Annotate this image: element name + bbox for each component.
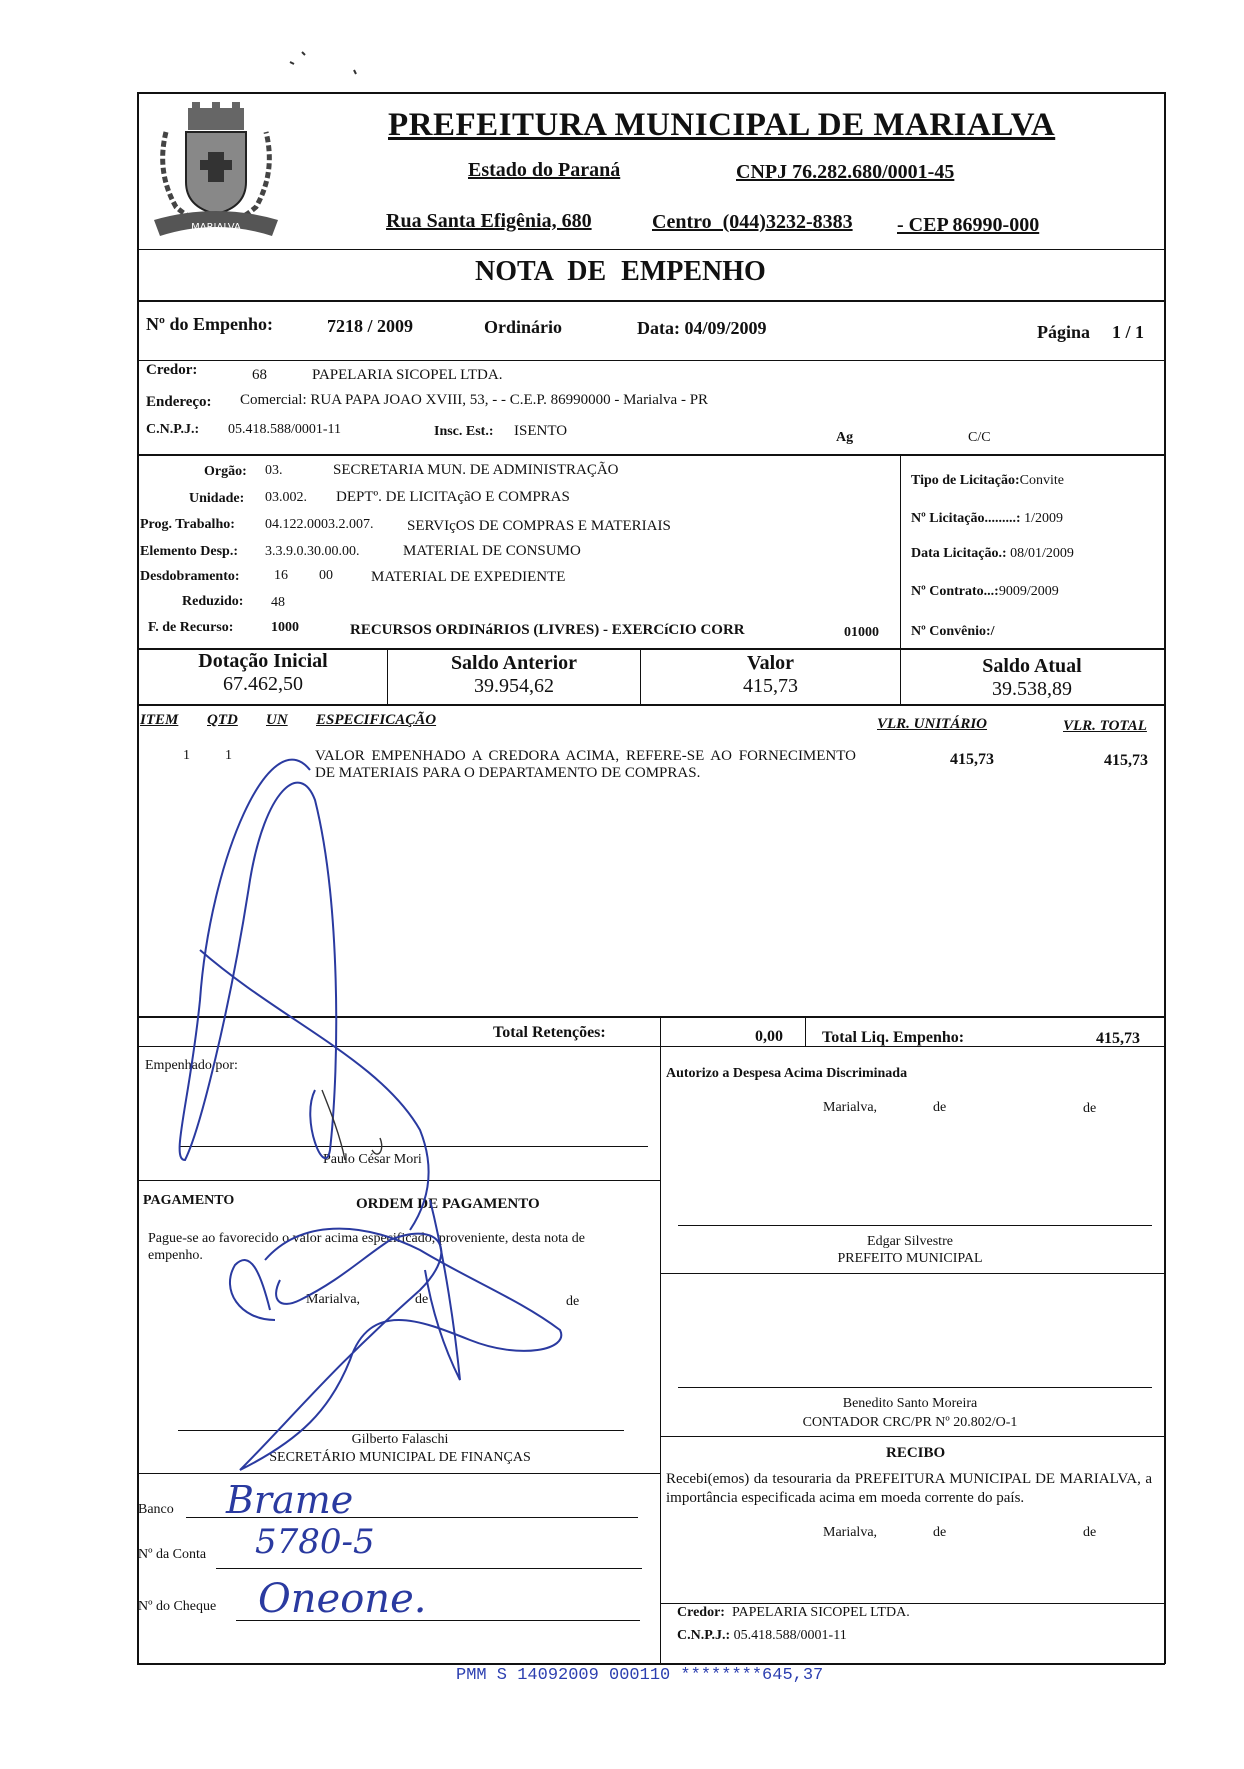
col-qtd: QTD [207,712,238,728]
num-convenio: Nº Convênio:/ [911,624,995,639]
recibo-city: Marialva, [823,1525,878,1540]
prog-label: Prog. Trabalho: [140,517,235,532]
balance-saldo-anterior: Saldo Anterior 39.954,62 [450,652,578,697]
autorizo-title: Autorizo a Despesa Acima Discriminada [666,1066,908,1081]
recibo-credor: Credor: PAPELARIA SICOPEL LTDA. [677,1605,910,1620]
autorizo-city: Marialva, [823,1100,878,1115]
item-qty: 1 [225,748,232,763]
svg-text:MARIALVA: MARIALVA [191,222,241,233]
pagamento-de-2: de [566,1294,580,1309]
cheque-label: Nº do Cheque [138,1599,217,1614]
desdobramento-sub: 00 [319,568,333,583]
cnpj-label: C.N.P.J.: [146,422,200,437]
street-address: Rua Santa Efigênia, 680 [386,210,592,232]
recibo-cnpj: C.N.P.J.: 05.418.588/0001-11 [677,1628,847,1643]
desdobramento-label: Desdobramento: [140,569,240,584]
address-label: Endereço: [146,394,212,410]
unidade-code: 03.002. [265,490,307,505]
recibo-text: Recebi(emos) da tesouraria da PREFEITURA MUNICIPAL DE MARIALVA, a importância especificada acima em moeda corrente do país. [666,1471,1152,1506]
item-number: 1 [183,748,190,763]
prog-code: 04.122.0003.2.007. [265,517,374,532]
desdobramento-desc: MATERIAL DE EXPEDIENTE [371,569,566,585]
empenho-number-label: Nº do Empenho: [146,314,273,334]
org-cnpj: CNPJ 76.282.680/0001-45 [736,161,955,183]
col-un: UN [266,712,288,728]
empenho-number: 7218 / 2009 [327,316,414,336]
recibo-title: RECIBO [886,1445,946,1461]
retencoes-label: Total Retenções: [493,1024,606,1041]
conta-label: Nº da Conta [138,1547,207,1562]
insc-value: ISENTO [514,423,568,439]
unidade-desc: DEPTº. DE LICITAçãO E COMPRAS [336,489,570,505]
orgao-code: 03. [265,463,283,478]
signature-stroke-8 [290,52,356,74]
reduzido-label: Reduzido: [182,594,244,609]
credor-label: Credor: [146,362,198,378]
page-number: 1 / 1 [1112,322,1145,342]
insc-label: Insc. Est.: [434,424,494,439]
liquido-value: 415,73 [1096,1030,1140,1047]
empenho-type: Ordinário [484,317,563,337]
postal-code: - CEP 86990-000 [897,214,1040,236]
balance-dotacao: Dotação Inicial 67.462,50 [198,650,328,695]
col-total-value: VLR. TOTAL [1063,718,1147,734]
payment-stamp: PMM S 14092009 000110 ********645,37 [456,1666,824,1685]
empenhado-name: Paulo César Mori [323,1152,422,1167]
fonte-code: 1000 [271,620,299,635]
ordem-pagamento-title: ORDEM DE PAGAMENTO [356,1196,540,1212]
autorizo-de-1: de [933,1100,947,1115]
reduzido-value: 48 [271,595,285,610]
balance-saldo-atual: Saldo Atual 39.538,89 [982,655,1082,700]
balance-valor: Valor 415,73 [743,652,798,697]
document-title: NOTA DE EMPENHO [475,256,766,287]
coat-of-arms [146,102,286,247]
cheque-value: Oneone. [258,1576,427,1622]
agency-label: Ag [836,430,854,445]
prefeito-signature-block: Edgar Silvestre PREFEITO MUNICIPAL [837,1234,983,1266]
fonte-label: F. de Recurso: [148,620,234,635]
col-spec: ESPECIFICAÇÃO [316,712,437,728]
financas-signature-block: Gilberto Falaschi SECRETÁRIO MUNICIPAL DE FINANÇAS [269,1432,531,1465]
orgao-label: Orgão: [204,464,247,479]
credor-name: PAPELARIA SICOPEL LTDA. [312,367,503,383]
page-label: Página [1037,322,1091,342]
item-spec: VALOR EMPENHADO A CREDORA ACIMA, REFERE-SE AO FORNECIMENTO DE MATERIAIS PARA O DEPARTAMENTO DE COMPRAS. [315,748,856,781]
data-licitacao: Data Licitação.: 08/01/2009 [911,546,1074,561]
conta-value: 5780-5 [255,1522,375,1562]
elemento-label: Elemento Desp.: [140,544,238,559]
autorizo-de-2: de [1083,1101,1097,1116]
account-label: C/C [968,430,991,445]
elemento-desc: MATERIAL DE CONSUMO [403,543,581,559]
contador-signature-block: Benedito Santo Moreira CONTADOR CRC/PR Nº 20.802/O-1 [802,1396,1018,1430]
item-total-value: 415,73 [1104,752,1148,769]
district-phone: Centro (044)3232-8383 [652,211,853,233]
recibo-de-1: de [933,1525,947,1540]
pagamento-text: Pague-se ao favorecido o valor acima especificado, proveniente, desta nota de empenho. [148,1231,585,1263]
fonte-desc: RECURSOS ORDINáRIOS (LIVRES) - EXERCíCIO CORR [350,622,745,638]
signature-stroke-1 [180,760,337,1160]
state-name: Estado do Paraná [468,159,621,181]
org-title: PREFEITURA MUNICIPAL DE MARIALVA [388,107,1056,143]
desdobramento-code: 16 [274,568,288,583]
tipo-licitacao: Tipo de Licitação:Convite [911,473,1064,488]
elemento-code: 3.3.9.0.30.00.00. [265,544,360,559]
col-unit-value: VLR. UNITÁRIO [877,716,988,732]
signature-stroke-5 [230,1260,275,1320]
credor-code: 68 [252,367,267,383]
pagamento-de-1: de [415,1292,429,1307]
orgao-desc: SECRETARIA MUN. DE ADMINISTRAÇÃO [333,462,619,478]
pagamento-city: Marialva, [306,1292,361,1307]
liquido-label: Total Liq. Empenho: [822,1029,965,1046]
credor-address: Comercial: RUA PAPA JOAO XVIII, 53, - - C.E.P. 86990000 - Marialva - PR [240,392,709,408]
fonte-extra-code: 01000 [844,625,879,640]
banco-value: Brame [226,1478,354,1522]
signature-stroke-2 [200,950,429,1230]
empenhado-label: Empenhado por: [145,1058,238,1073]
recibo-de-2: de [1083,1525,1097,1540]
item-unit-value: 415,73 [950,751,994,768]
signature-stroke-4 [425,1200,460,1380]
credor-cnpj: 05.418.588/0001-11 [228,422,342,437]
num-contrato: Nº Contrato...:9009/2009 [911,584,1059,599]
col-item: ITEM [140,712,179,728]
prog-desc: SERVIçOS DE COMPRAS E MATERIAIS [407,518,671,534]
signature-stroke-6 [322,1090,345,1160]
num-licitacao: Nº Licitação.........: 1/2009 [911,511,1063,526]
retencoes-value: 0,00 [755,1028,783,1045]
unidade-label: Unidade: [189,491,245,506]
empenho-date: Data: 04/09/2009 [637,318,767,338]
pagamento-label: PAGAMENTO [143,1193,235,1208]
banco-label: Banco [138,1502,174,1517]
